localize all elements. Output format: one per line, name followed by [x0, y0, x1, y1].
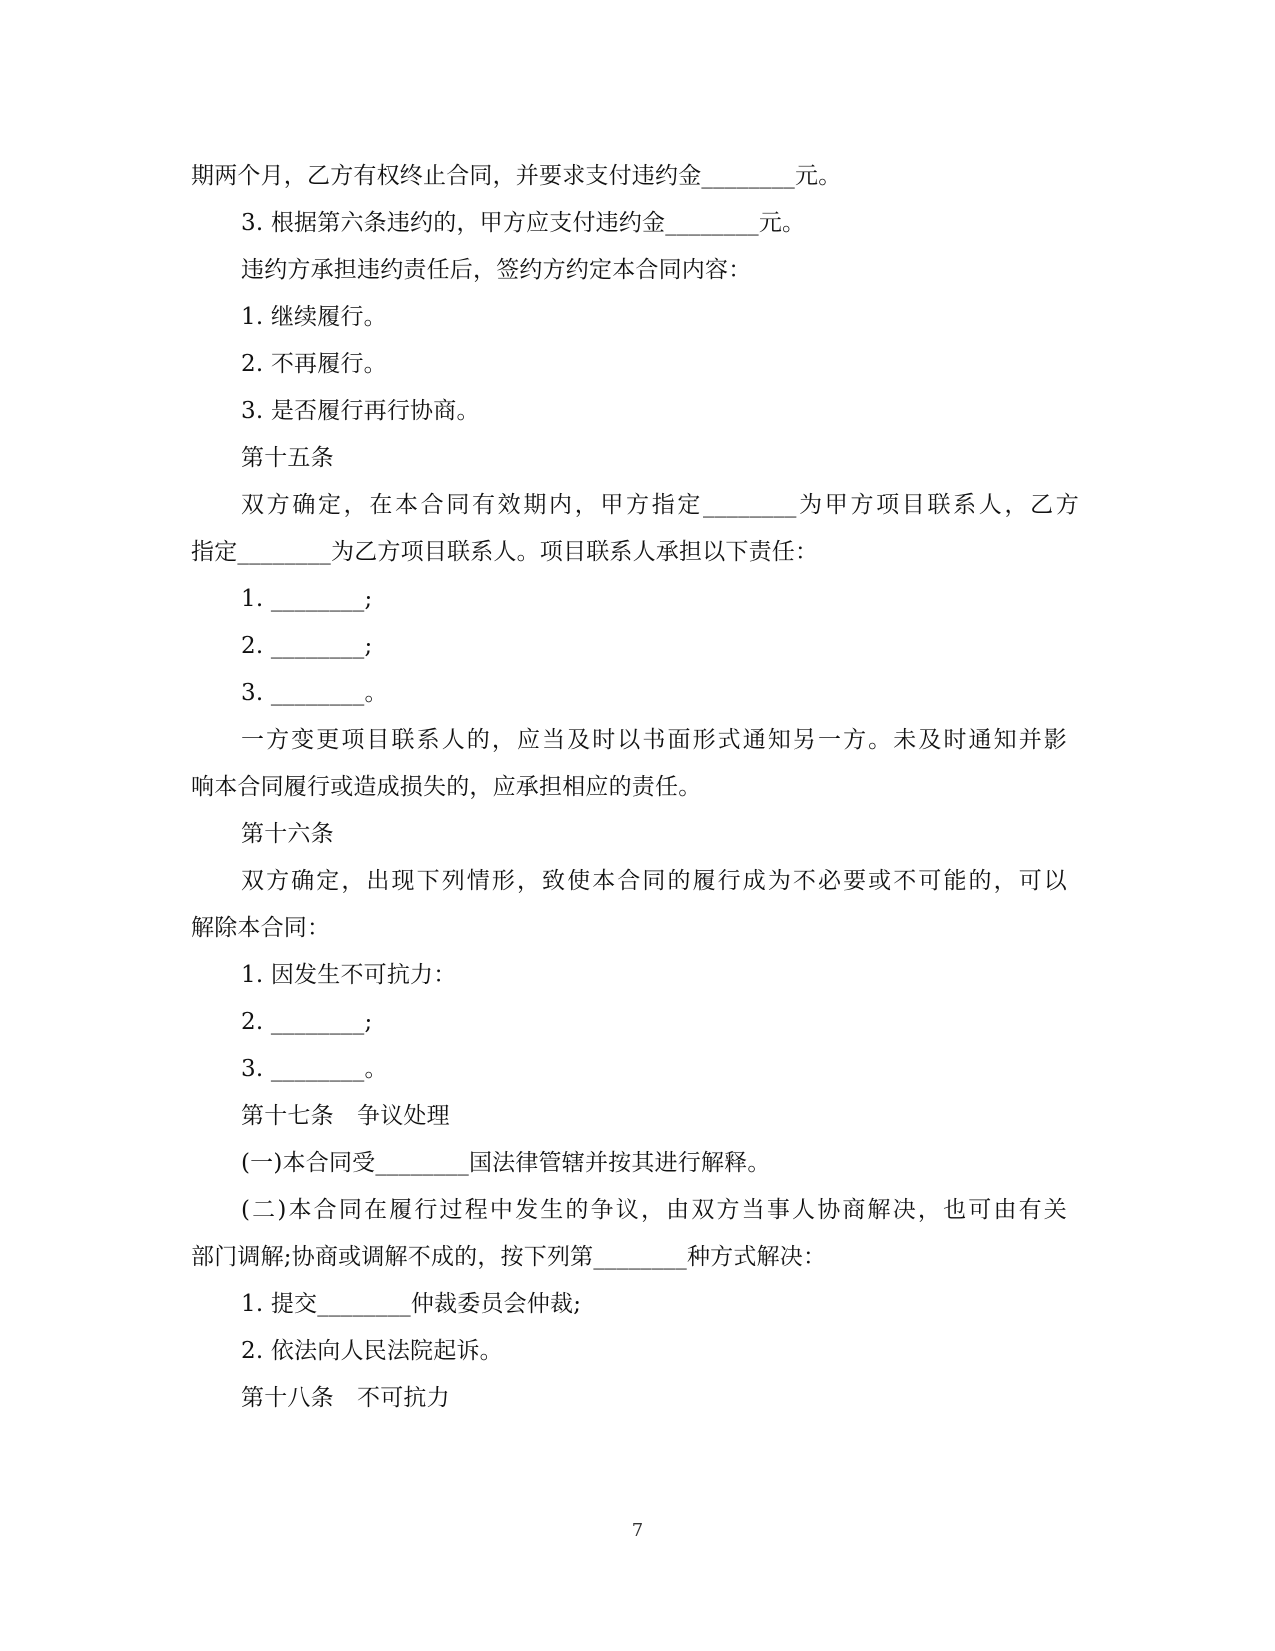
article-heading: 第十六条: [241, 821, 334, 847]
text-line: 2. ________;: [241, 1009, 373, 1035]
text-line: 1. 提交________仲裁委员会仲裁;: [241, 1291, 582, 1317]
text-line: 部门调解;协商或调解不成的，按下列第________种方式解决：: [191, 1244, 827, 1270]
text-line: 3. 是否履行再行协商。: [241, 398, 480, 424]
text-line: 期两个月，乙方有权终止合同，并要求支付违约金________元。: [191, 163, 842, 189]
text-line: 3. ________。: [241, 1056, 388, 1082]
text-line: 2. 不再履行。: [241, 351, 387, 377]
text-line: 违约方承担违约责任后，签约方约定本合同内容：: [241, 257, 752, 283]
text-line: 2. 依法向人民法院起诉。: [241, 1338, 503, 1364]
text-line: 2. ________;: [241, 633, 373, 659]
article-heading: 第十五条: [241, 445, 334, 471]
text-line: 指定________为乙方项目联系人。项目联系人承担以下责任：: [191, 539, 819, 565]
article-heading: 第十七条 争议处理: [241, 1103, 450, 1129]
text-line: 1. ________;: [241, 586, 373, 612]
text-line: 响本合同履行或造成损失的，应承担相应的责任。: [191, 774, 702, 800]
text-line: 解除本合同：: [191, 915, 331, 941]
text-line: (二)本合同在履行过程中发生的争议，由双方当事人协商解决，也可由有关: [241, 1197, 1067, 1223]
article-heading: 第十八条 不可抗力: [241, 1385, 450, 1411]
text-line: 一方变更项目联系人的，应当及时以书面形式通知另一方。未及时通知并影: [241, 727, 1067, 753]
text-line: 3. ________。: [241, 680, 388, 706]
text-line: 双方确定，出现下列情形，致使本合同的履行成为不必要或不可能的，可以: [241, 868, 1067, 894]
text-line: 双方确定，在本合同有效期内，甲方指定________为甲方项目联系人，乙方: [241, 492, 1079, 518]
text-line: 3. 根据第六条违约的，甲方应支付违约金________元。: [241, 210, 806, 236]
page-number: 7: [631, 1520, 644, 1541]
text-line: (一)本合同受________国法律管辖并按其进行解释。: [241, 1150, 771, 1176]
text-line: 1. 因发生不可抗力：: [241, 962, 457, 988]
text-line: 1. 继续履行。: [241, 304, 387, 330]
